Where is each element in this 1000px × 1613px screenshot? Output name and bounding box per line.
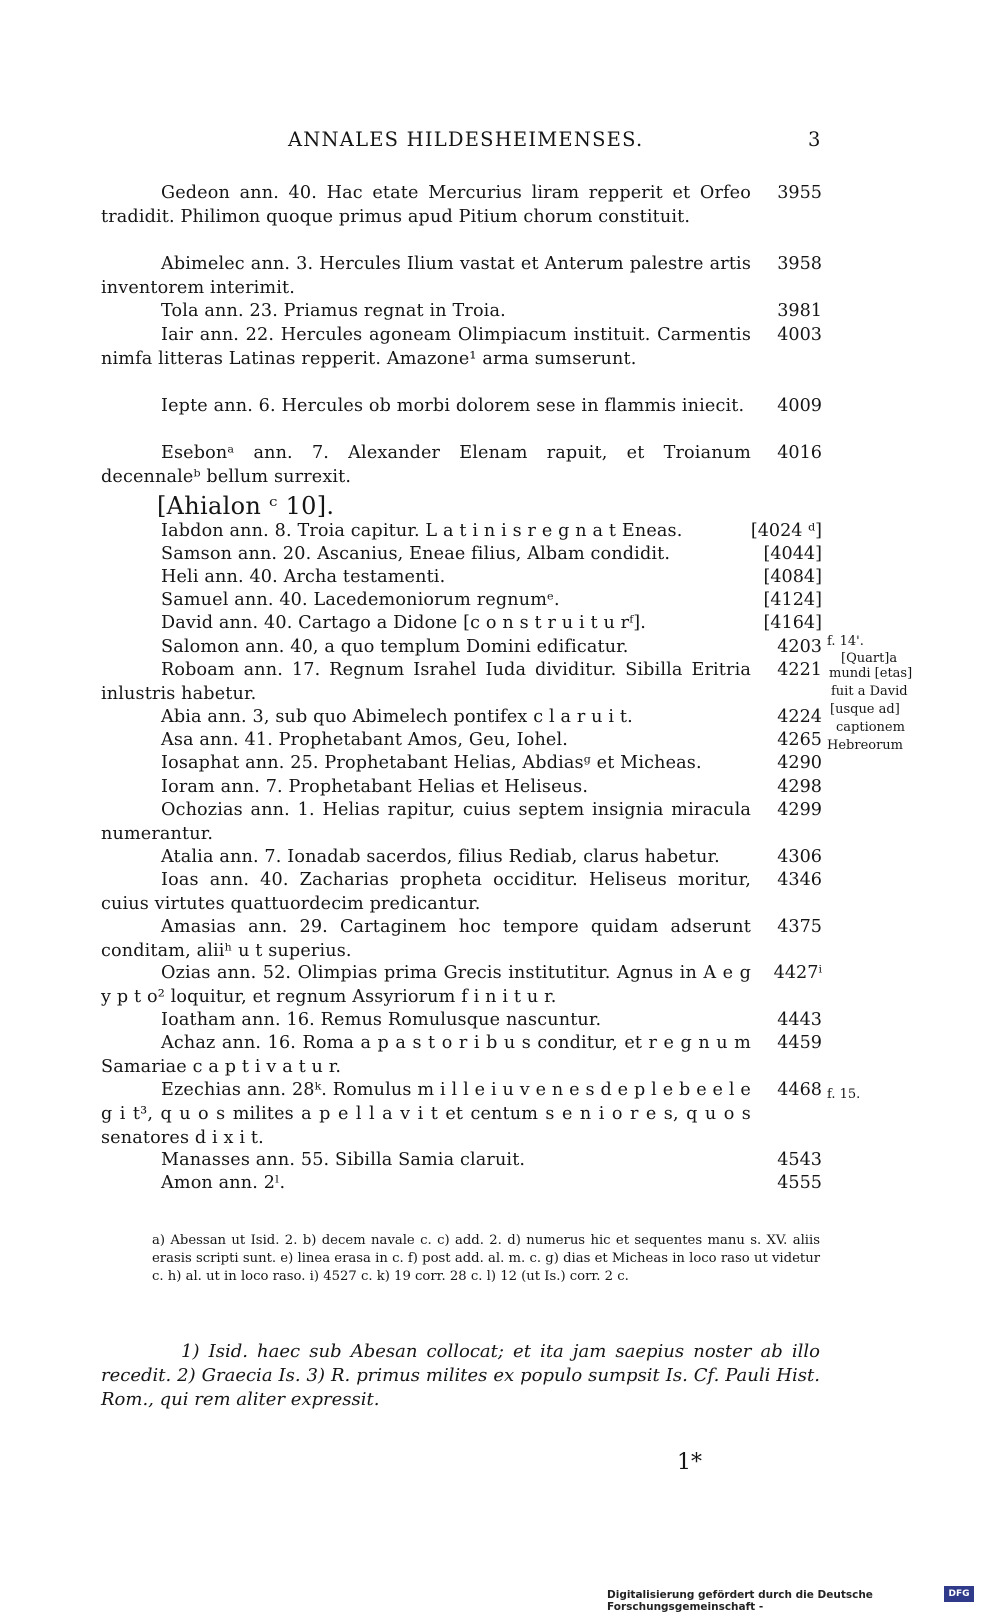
year-number: [4124] [763, 590, 822, 610]
year-number: 4443 [777, 1010, 822, 1030]
year-number: 4346 [777, 870, 822, 890]
year-number: 4299 [777, 800, 822, 820]
annal-entry: Roboam ann. 17. Regnum Israhel Iuda dividitur. Sibilla Eritria inlustris habetur. [101, 660, 751, 704]
margin-note: Hebreorum [827, 738, 904, 753]
page-number: 3 [808, 128, 821, 151]
annal-entry: Amasias ann. 29. Cartaginem hoc tempore quidam adserunt conditam, aliiʰ u t superius. [101, 917, 751, 961]
signature-mark: 1* [677, 1450, 702, 1475]
annal-entry: Ochozias ann. 1. Helias rapitur, cuius septem insignia miracula numerantur. [101, 800, 751, 844]
dfg-logo: DFG [944, 1586, 974, 1602]
year-number: 4203 [777, 637, 822, 657]
annal-entry: Achaz ann. 16. Roma a p a s t o r i b u s conditur, et r e g n u m Samariae c a p t i v a t u r. [101, 1033, 751, 1077]
annal-entry: Ioas ann. 40. Zacharias propheta occiditur. Heliseus moritur, cuius virtutes quattuordecim predicantur. [101, 870, 751, 914]
annal-entry: Samuel ann. 40. Lacedemoniorum regnumᵉ. [161, 590, 560, 610]
year-number: 4306 [777, 847, 822, 867]
annal-entry-insert: [Ahialon ᶜ 10]. [157, 492, 335, 520]
annal-entry: Ioram ann. 7. Prophetabant Helias et Heliseus. [161, 777, 589, 797]
annal-entry: Salomon ann. 40, a quo templum Domini edificatur. [161, 637, 629, 657]
year-number: 4016 [777, 443, 822, 463]
annal-entry: Tola ann. 23. Priamus regnat in Troia. [161, 301, 506, 321]
annal-entry: Iair ann. 22. Hercules agoneam Olimpiacum instituit. Carmentis nimfa litteras Latinas repperit. Amazone¹ arma sumserunt. [101, 325, 751, 369]
annal-entry: Amon ann. 2ˡ. [161, 1173, 286, 1193]
year-number: 4468 [777, 1080, 822, 1100]
year-number: 4009 [777, 396, 822, 416]
year-number: 4224 [777, 707, 822, 727]
margin-folio: f. 14'. [827, 634, 864, 649]
annal-entry: Asa ann. 41. Prophetabant Amos, Geu, Iohel. [161, 730, 569, 750]
annal-entry: Abimelec ann. 3. Hercules Ilium vastat et Anterum palestre artis inventorem interimit. [101, 254, 751, 298]
year-number: 4221 [777, 660, 822, 680]
margin-folio: f. 15. [827, 1087, 861, 1102]
annal-entry: Ezechias ann. 28ᵏ. Romulus m i l l e i u v e n e s d e p l e b e e l e g i t³, q u o s milites a p e l l a v i t et centum s e n i o r e s, q u o s senatores d i x i t. [101, 1080, 751, 1148]
footnotes: 1) Isid. haec sub Abesan collocat; et ita jam saepius noster ab illo recedit. 2) Graecia Is. 3) R. primus milites ex populo sumpsit Is. Cf. Pauli Hist. Rom., qui rem aliter expressit. [101, 1341, 820, 1410]
digitization-credit: Digitalisierung gefördert durch die Deutsche Forschungsgemeinschaft - [607, 1589, 873, 1613]
year-number: 4375 [777, 917, 822, 937]
running-title: ANNALES HILDESHEIMENSES. [288, 128, 644, 151]
annal-entry: Iosaphat ann. 25. Prophetabant Helias, Abdiasᵍ et Micheas. [161, 753, 702, 773]
year-number: 4290 [777, 753, 822, 773]
margin-note: [Quart]a [841, 651, 898, 666]
annal-entry: Esebonᵃ ann. 7. Alexander Elenam rapuit, et Troianum decennaleᵇ bellum surrexit. [101, 443, 751, 487]
annal-entry: David ann. 40. Cartago a Didone [c o n s t r u i t u rᶠ]. [161, 613, 647, 633]
year-number: 4265 [777, 730, 822, 750]
variant-notes: a) Abessan ut Isid. 2. b) decem navale c. c) add. 2. d) numerus hic et sequentes manu s. XV. aliis erasis scripti sunt. e) linea erasa in c. f) post add. al. m. c. g) dias et Micheas in loco raso ut videtur c. h) al. ut in loco raso. i) 4527 c. k) 19 corr. 28 c. l) 12 (ut Is.) corr. 2 c. [152, 1233, 820, 1285]
annal-entry: Atalia ann. 7. Ionadab sacerdos, filius Rediab, clarus habetur. [161, 847, 720, 867]
annal-entry: Samson ann. 20. Ascanius, Eneae filius, Albam condidit. [161, 544, 671, 564]
margin-note: mundi [etas] [829, 666, 913, 681]
annal-entry: Gedeon ann. 40. Hac etate Mercurius liram repperit et Orfeo tradidit. Philimon quoque primus apud Pitium chorum constituit. [101, 183, 751, 227]
year-number: 4555 [777, 1173, 822, 1193]
annal-entry: Heli ann. 40. Archa testamenti. [161, 567, 446, 587]
year-number: 3958 [777, 254, 822, 274]
margin-note: fuit a David [831, 684, 908, 699]
year-number: 4543 [777, 1150, 822, 1170]
annal-entry: Iabdon ann. 8. Troia capitur. L a t i n i s r e g n a t Eneas. [161, 521, 683, 541]
year-number: [4024 ᵈ] [750, 521, 822, 541]
annal-entry: Ozias ann. 52. Olimpias prima Grecis institutitur. Agnus in A e g y p t o² loquitur, et regnum Assyriorum f i n i t u r. [101, 963, 751, 1007]
year-number: 3981 [777, 301, 822, 321]
year-number: 4459 [777, 1033, 822, 1053]
annal-entry: Iepte ann. 6. Hercules ob morbi dolorem sese in flammis iniecit. [161, 396, 745, 416]
year-number: 4427ⁱ [773, 963, 822, 983]
year-number: 4003 [777, 325, 822, 345]
year-number: [4164] [763, 613, 822, 633]
annal-entry: Abia ann. 3, sub quo Abimelech pontifex c l a r u i t. [161, 707, 633, 727]
year-number: [4084] [763, 567, 822, 587]
margin-note: [usque ad] [830, 702, 900, 717]
year-number: 3955 [777, 183, 822, 203]
annal-entry: Manasses ann. 55. Sibilla Samia claruit. [161, 1150, 526, 1170]
year-number: 4298 [777, 777, 822, 797]
year-number: [4044] [763, 544, 822, 564]
annal-entry: Ioatham ann. 16. Remus Romulusque nascuntur. [161, 1010, 602, 1030]
margin-note: captionem [836, 720, 905, 735]
